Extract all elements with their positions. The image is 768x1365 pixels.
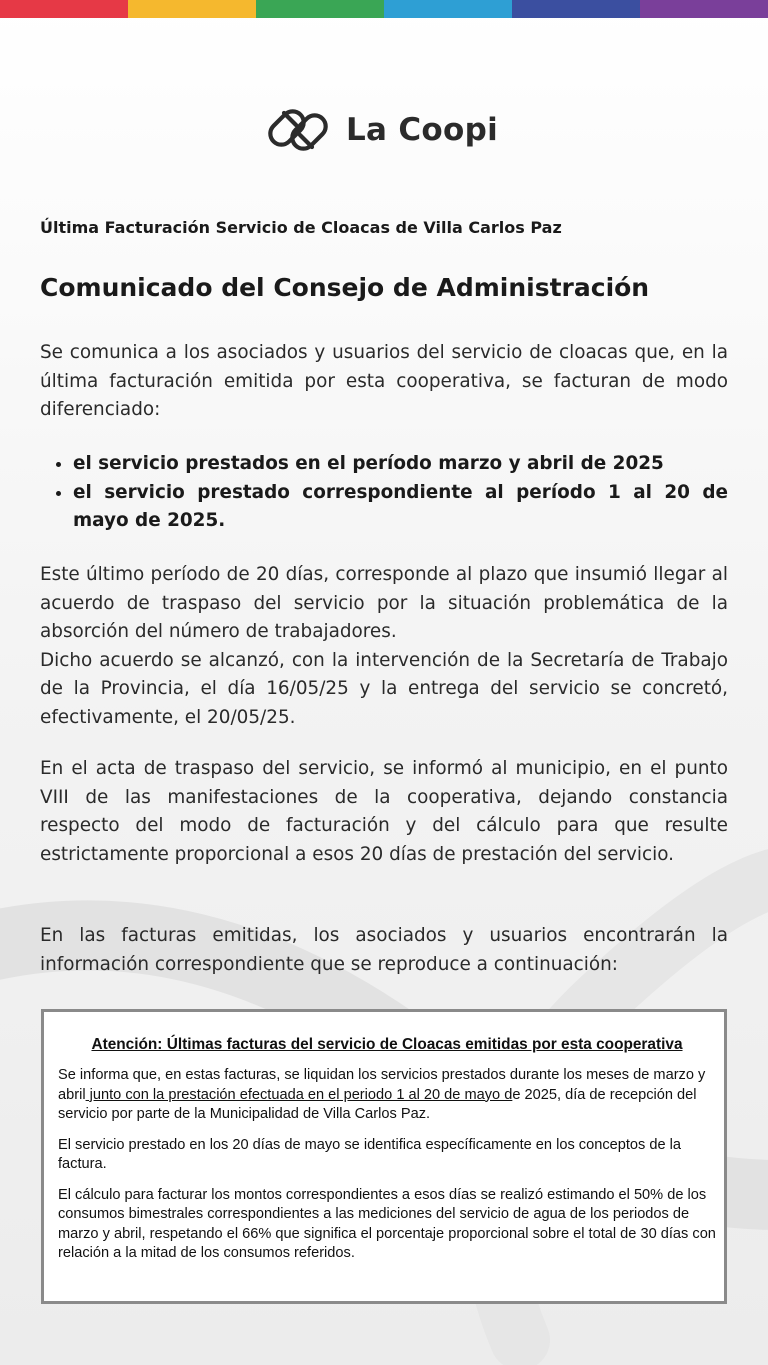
stripe-purple: [640, 0, 768, 18]
notice-paragraph-3: El cálculo para facturar los montos correspondientes a esos días se realizó estimando el 50% de los consumos bimestrales correspondientes a las mediciones del servicio de agua de los periodos de marzo y abril, respetando el 66% que significa el porcentaje proporcional sobre el total de 30 días con relación a la mitad de los consumos referidos.: [58, 1186, 716, 1261]
list-item: • el servicio prestados en el período marzo y abril de 2025: [73, 450, 728, 479]
notice-paragraph-2: El servicio prestado en los 20 días de mayo se identifica específicamente en los conceptos de la factura.: [58, 1136, 682, 1172]
period-explanation-paragraph: [40, 561, 728, 732]
stripe-green: [256, 0, 384, 18]
intro-paragraph: Se comunica a los asociados y usuarios del servicio de cloacas que, en la última facturación emitida por esta cooperativa, se facturan de modo diferenciado:: [40, 342, 728, 420]
notice-p1-end: e 2025, día de recepción del servicio por parte de la Municipalidad de Villa Carlos Paz.: [58, 1086, 697, 1122]
brand-color-stripe: [0, 0, 768, 18]
stripe-yellow: [128, 0, 256, 18]
handshake-logo-icon: [262, 95, 334, 165]
period-explanation-text: Este último período de 20 días, corresponde al plazo que insumió llegar al acuerdo de traspaso del servicio por la situación problemática de la absorción del número de trabajadores.: [40, 564, 728, 642]
notice-paragraph-1: [58, 1066, 716, 1125]
transfer-act-paragraph: En el acta de traspaso del servicio, se informó al municipio, en el punto VIII de las manifestaciones de la cooperativa, dejando constancia respecto del modo de facturación y del cálculo para que resulte estrictamente proporcional a esos 20 días de prestación del servicio.: [40, 758, 728, 865]
notice-title: Atención: Últimas facturas del servicio de Cloacas emitidas por esta cooperativa: [91, 1036, 683, 1053]
billing-periods-list: [40, 450, 728, 536]
agreement-text: Dicho acuerdo se alcanzó, con la intervención de la Secretaría de Trabajo de la Provincia, el día 16/05/25 y la entrega del servicio se concretó, efectivamente, el 20/05/25.: [40, 649, 728, 728]
page-subtitle: Última Facturación Servicio de Cloacas de Villa Carlos Paz: [40, 218, 562, 237]
stripe-red: [0, 0, 128, 18]
invoice-notice-box: [41, 1009, 727, 1304]
list-item: • el servicio prestado correspondiente al período 1 al 20 de mayo de 2025.: [73, 479, 728, 536]
notice-p1-underlined: junto con la prestación efectuada en el periodo 1 al 20 de mayo d: [85, 1086, 513, 1103]
stripe-indigo: [512, 0, 640, 18]
brand-name: La Coopi: [346, 112, 499, 148]
stripe-blue: [384, 0, 512, 18]
notice-p1-start: Se informa que, en estas facturas, se liquidan los servicios prestados durante los meses de marzo y abril: [58, 1067, 706, 1103]
brand-logo: [262, 95, 498, 165]
page-title: Comunicado del Consejo de Administración: [40, 273, 650, 302]
invoice-info-paragraph: En las facturas emitidas, los asociados y usuarios encontrarán la información correspondiente que se reproduce a continuación:: [40, 925, 728, 975]
